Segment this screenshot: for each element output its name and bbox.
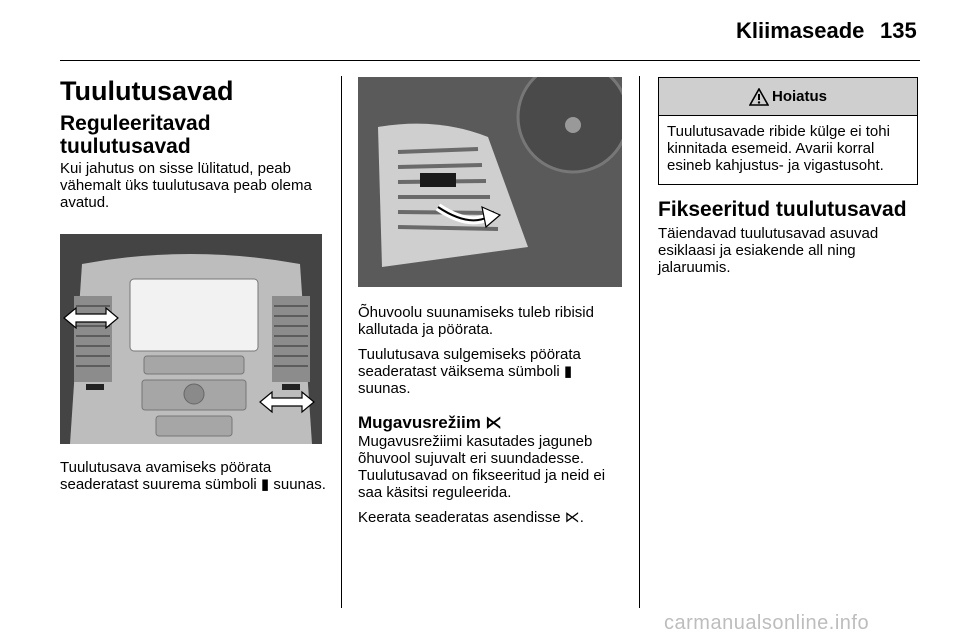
subsection-heading-adjustable-vents: Reguleeritavad tuulutusavad (60, 112, 211, 158)
header-rule (60, 60, 920, 61)
center-display (130, 279, 258, 351)
fixed-vents-heading: Fikseeritud tuulutusavad (658, 198, 907, 221)
right-vent (272, 296, 310, 382)
column-divider-left (341, 76, 342, 608)
column-1 (60, 112, 330, 211)
comfort-mode-instruction: Keerata seaderatas asendisse ⋉. (358, 509, 584, 526)
comfort-mode-heading (358, 413, 626, 433)
column-2 (358, 304, 626, 526)
section-title: Tuulutusavad (60, 76, 234, 106)
page-number: 135 (880, 18, 917, 43)
figure-1-caption: Tuulutusava avamiseks pöörata seaderatast suurema sümboli ▮ suunas. (60, 459, 326, 493)
vent-closeup-illustration (358, 77, 622, 287)
figure-dashboard-vents (60, 234, 322, 444)
intro-paragraph: Kui jahutus on sisse lülitatud, peab vähemalt üks tuulutusava peab olema avatud. (60, 160, 312, 211)
watermark: carmanualsonline.info (664, 612, 870, 634)
comfort-mode-heading-text: Mugavusrežiim (358, 413, 481, 432)
thumbwheel (420, 173, 456, 187)
vent-close-paragraph: Tuulutusava sulgemiseks pöörata seaderatast väiksema sümboli ▮ suunas. (358, 346, 581, 397)
figure-vent-closeup (358, 77, 622, 287)
warning-box (658, 77, 918, 185)
fixed-vents-paragraph: Täiendavad tuulutusavad asuvad esiklaasi ja esiakende all ning jalaruumis. (658, 225, 879, 276)
comfort-mode-icon: ⋉ (484, 413, 502, 432)
warning-header (659, 78, 917, 116)
warning-text: Tuulutusavade ribide külge ei tohi kinnitada esemeid. Avarii korral esineb kahjustus- ja vigastusoht. (667, 123, 890, 174)
warning-label: Hoiatus (771, 88, 827, 105)
dashboard-illustration (60, 234, 322, 444)
column-divider-right (639, 76, 640, 608)
louvre-direction-paragraph: Õhuvoolu suunamiseks tuleb ribisid kallutada ja pöörata. (358, 304, 594, 338)
column-3 (658, 198, 923, 276)
header-title: Kliimaseade (736, 18, 865, 43)
figure-1-caption-block (60, 459, 330, 493)
warning-triangle-icon (749, 88, 769, 106)
comfort-mode-description: Mugavusrežiimi kasutades jaguneb õhuvool sujuvalt eri suundadesse. Tuulutusavad on fikseeritud ja neid ei saa käsitsi reguleerida. (358, 433, 606, 501)
